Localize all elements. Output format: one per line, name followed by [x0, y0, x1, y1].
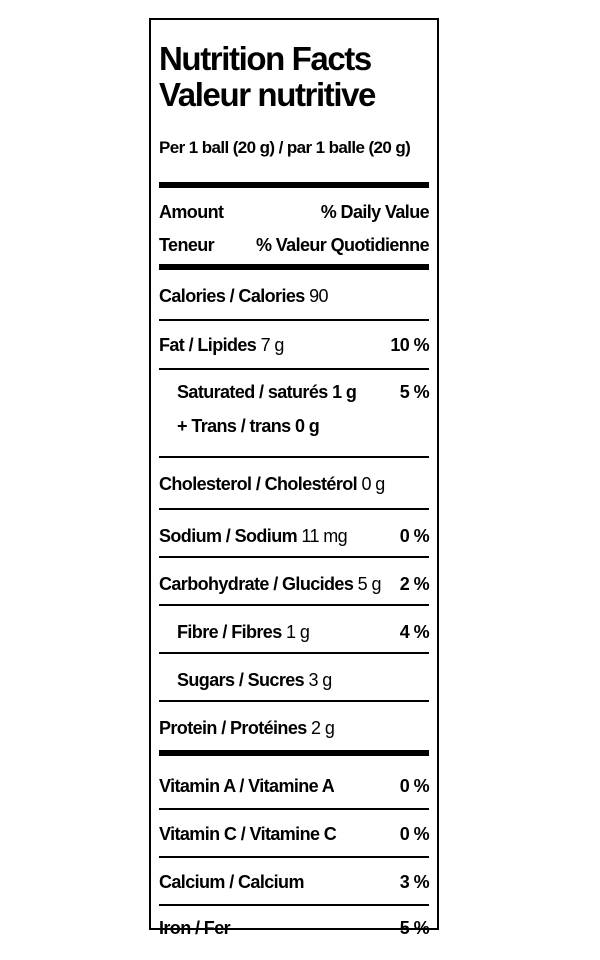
cholesterol-row [159, 472, 429, 496]
saturated-label: Saturated / saturés 1 g [177, 381, 357, 402]
fibre-row [159, 620, 429, 644]
vitamin-a-label: Vitamin A / Vitamine A [159, 775, 335, 796]
sugars-label: Sugars / Sucres [177, 669, 305, 690]
sodium-label: Sodium / Sodium [159, 525, 297, 546]
header-row-french [159, 233, 429, 257]
sodium-value: 11 mg [301, 525, 348, 546]
cholesterol-value: 0 g [361, 473, 385, 494]
fat-daily-value: 10 % [390, 334, 429, 355]
teneur-heading: Teneur [159, 234, 215, 255]
serving-size: Per 1 ball (20 g) / par 1 balle (20 g) [159, 138, 411, 157]
vitamin-a-daily-value: 0 % [399, 775, 429, 796]
protein-label: Protein / Protéines [159, 717, 307, 738]
calcium-row [159, 870, 429, 894]
fat-label: Fat / Lipides [159, 334, 257, 355]
divider [159, 508, 429, 510]
divider [159, 604, 429, 606]
fibre-daily-value: 4 % [399, 621, 429, 642]
divider-thick [159, 182, 429, 188]
sugars-row [159, 668, 429, 692]
protein-value: 2 g [311, 717, 335, 738]
trans-row [159, 414, 429, 438]
vitamin-c-row [159, 822, 429, 846]
divider [159, 808, 429, 810]
saturated-daily-value: 5 % [399, 381, 429, 402]
divider [159, 456, 429, 458]
divider [159, 556, 429, 558]
carbohydrate-value: 5 g [357, 573, 381, 594]
vitamin-c-label: Vitamin C / Vitamine C [159, 823, 337, 844]
calories-value: 90 [309, 285, 328, 306]
divider-thick [159, 750, 429, 756]
protein-row [159, 716, 429, 740]
sugars-value: 3 g [308, 669, 332, 690]
fat-row [159, 333, 429, 357]
divider [159, 652, 429, 654]
vitamin-a-row [159, 774, 429, 798]
carbohydrate-daily-value: 2 % [399, 573, 429, 594]
divider [159, 856, 429, 858]
iron-daily-value: 5 % [399, 917, 429, 938]
sodium-daily-value: 0 % [399, 525, 429, 546]
title-french: Valeur nutritive [159, 76, 376, 113]
divider [159, 700, 429, 702]
divider-thick [159, 264, 429, 270]
calories-label: Calories / Calories [159, 285, 305, 306]
sodium-row [159, 524, 429, 548]
calories-row [159, 284, 429, 308]
carbohydrate-row [159, 572, 429, 596]
fibre-label: Fibre / Fibres [177, 621, 282, 642]
vitamin-c-daily-value: 0 % [399, 823, 429, 844]
calcium-daily-value: 3 % [399, 871, 429, 892]
saturated-row [159, 380, 429, 404]
fibre-value: 1 g [286, 621, 310, 642]
daily-value-heading: % Daily Value [320, 201, 429, 222]
iron-row [159, 916, 429, 940]
header-row-english [159, 200, 429, 224]
divider [159, 368, 429, 370]
iron-label: Iron / Fer [159, 917, 231, 938]
amount-heading: Amount [159, 201, 224, 222]
valeur-quotidienne-heading: % Valeur Quotidienne [255, 234, 429, 255]
trans-label: + Trans / trans 0 g [177, 415, 320, 436]
calcium-label: Calcium / Calcium [159, 871, 304, 892]
title-english: Nutrition Facts [159, 40, 371, 77]
carbohydrate-label: Carbohydrate / Glucides [159, 573, 354, 594]
fat-value: 7 g [260, 334, 284, 355]
divider [159, 319, 429, 321]
divider [159, 904, 429, 906]
nutrition-facts-label [149, 18, 439, 938]
cholesterol-label: Cholesterol / Cholestérol [159, 473, 358, 494]
